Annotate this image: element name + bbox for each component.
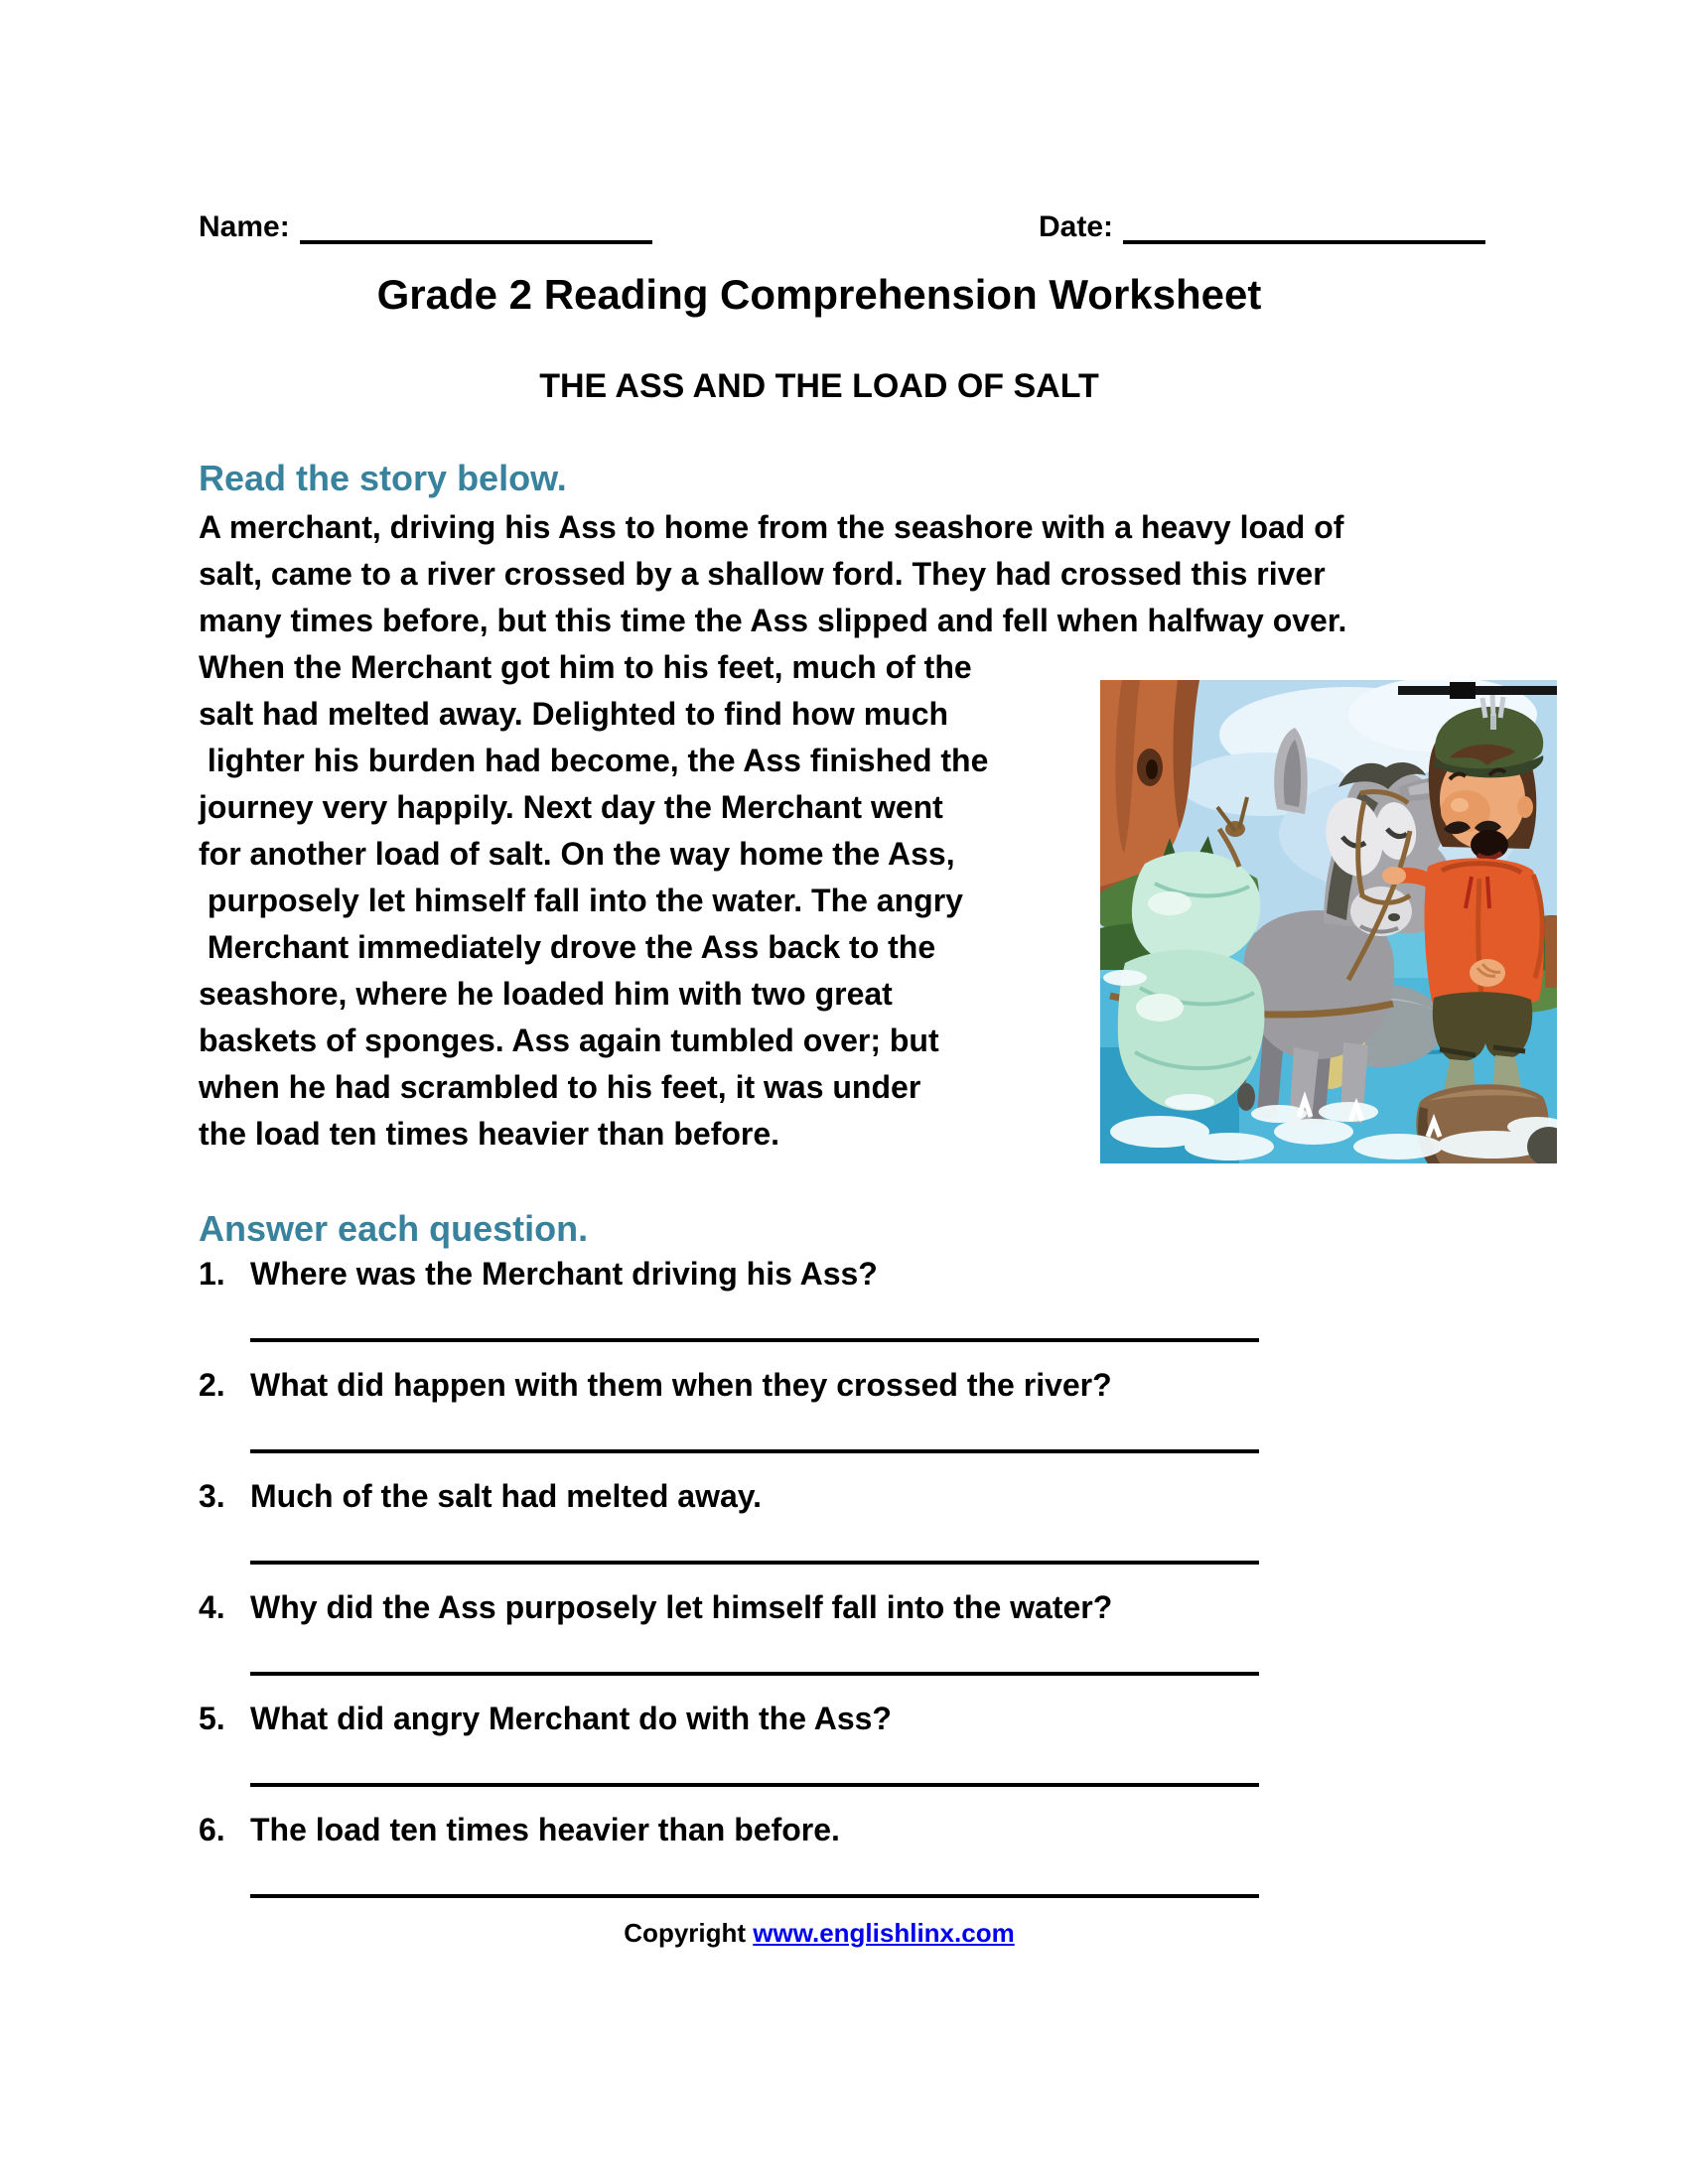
question-text: What did angry Merchant do with the Ass? <box>250 1701 892 1736</box>
story-line-13: when he had scrambled to his feet, it was under <box>199 1069 921 1105</box>
answer-blank-line <box>250 1894 1259 1898</box>
story-line-6: lighter his burden had become, the Ass finished the <box>199 743 989 778</box>
story-line-14: the load ten times heavier than before. <box>199 1116 780 1152</box>
question-text: Much of the salt had melted away. <box>250 1478 763 1514</box>
question-number: 6. <box>199 1812 225 1847</box>
story-illustration-image <box>1100 680 1557 1163</box>
question-item-1 <box>199 1253 1440 1342</box>
story-line-12: baskets of sponges. Ass again tumbled over; but <box>199 1023 939 1058</box>
answer-blank-line <box>250 1672 1259 1676</box>
story-line-2: salt, came to a river crossed by a shallow ford. They had crossed this river <box>199 556 1326 592</box>
question-number: 5. <box>199 1701 225 1736</box>
answer-blank-line <box>250 1338 1259 1342</box>
story-line-11: seashore, where he loaded him with two great <box>199 976 893 1012</box>
englishlinx-link[interactable]: www.englishlinx.com <box>753 1918 1015 1948</box>
answer-blank-line <box>250 1561 1259 1565</box>
story-line-10: Merchant immediately drove the Ass back to the <box>199 929 936 965</box>
date-blank-line <box>1123 240 1485 244</box>
story-line-7: journey very happily. Next day the Merchant went <box>199 789 943 825</box>
story-line-5: salt had melted away. Delighted to find how much <box>199 696 949 732</box>
story-instructions-heading: Read the story below. <box>199 458 567 498</box>
name-blank-line <box>300 240 652 244</box>
questions-list <box>199 1253 1440 1920</box>
question-item-2 <box>199 1364 1440 1453</box>
question-item-5 <box>199 1698 1440 1787</box>
question-text: What did happen with them when they crossed the river? <box>250 1367 1112 1403</box>
page-title: Grade 2 Reading Comprehension Worksheet <box>376 271 1262 318</box>
question-text: Why did the Ass purposely let himself fall into the water? <box>250 1589 1113 1625</box>
question-item-3 <box>199 1475 1440 1565</box>
copyright-label: Copyright <box>624 1918 747 1948</box>
name-label: Name: <box>199 210 290 243</box>
question-item-4 <box>199 1586 1440 1676</box>
story-line-3: many times before, but this time the Ass slipped and fell when halfway over. <box>199 603 1347 638</box>
donkey-and-merchant-illustration <box>1100 680 1557 1163</box>
question-item-6 <box>199 1809 1440 1898</box>
date-field <box>1039 210 1485 244</box>
question-number: 1. <box>199 1256 225 1292</box>
name-date-row <box>199 210 1485 244</box>
answer-blank-line <box>250 1449 1259 1453</box>
question-text: Where was the Merchant driving his Ass? <box>250 1256 878 1292</box>
question-number: 4. <box>199 1589 225 1625</box>
date-label: Date: <box>1038 210 1113 243</box>
story-title: THE ASS AND THE LOAD OF SALT <box>539 367 1099 405</box>
question-text: The load ten times heavier than before. <box>250 1812 840 1847</box>
questions-instructions-heading: Answer each question. <box>199 1208 589 1249</box>
story-line-1: A merchant, driving his Ass to home from the seashore with a heavy load of <box>199 509 1344 545</box>
footer-copyright <box>199 1918 1440 1948</box>
story-line-4: When the Merchant got him to his feet, much of the <box>199 649 972 685</box>
question-number: 2. <box>199 1367 225 1403</box>
name-field <box>199 210 652 244</box>
question-number: 3. <box>199 1478 225 1514</box>
story-line-9: purposely let himself fall into the water. The angry <box>199 883 963 918</box>
story-line-8: for another load of salt. On the way home the Ass, <box>199 836 955 872</box>
answer-blank-line <box>250 1783 1259 1787</box>
